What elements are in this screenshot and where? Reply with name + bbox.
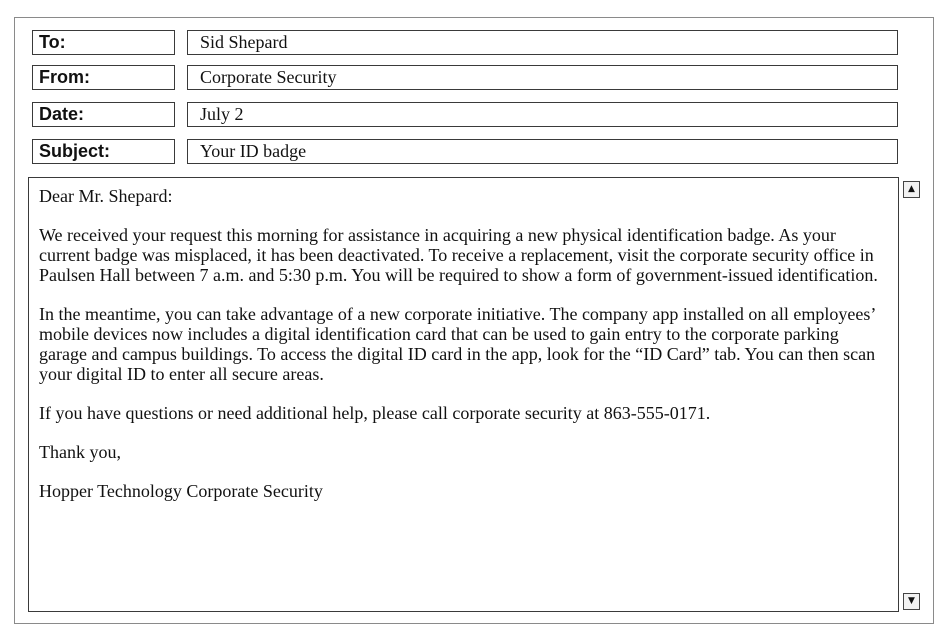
date-label: Date:	[32, 102, 175, 127]
from-field[interactable]: Corporate Security	[187, 65, 898, 90]
date-field[interactable]: July 2	[187, 102, 898, 127]
scroll-down-button[interactable]	[903, 593, 920, 610]
arrow-up-icon: ▲	[908, 184, 915, 194]
message-paragraph: We received your request this morning for assistance in acquiring a new physical identification badge. As your current badge was misplaced, it has been deactivated. To receive a replacement, visit the corporate security office in Paulsen Hall between 7 a.m. and 5:30 p.m. You will be required to show a form of government-issued identification.	[39, 225, 878, 285]
from-label: From:	[32, 65, 175, 90]
message-signature: Hopper Technology Corporate Security	[39, 481, 323, 501]
to-label: To:	[32, 30, 175, 55]
arrow-down-icon: ▼	[908, 596, 915, 606]
message-greeting: Dear Mr. Shepard:	[39, 186, 173, 206]
scroll-up-button[interactable]	[903, 181, 920, 198]
message-body[interactable]	[28, 177, 899, 612]
subject-field[interactable]: Your ID badge	[187, 139, 898, 164]
to-field[interactable]: Sid Shepard	[187, 30, 898, 55]
subject-label: Subject:	[32, 139, 175, 164]
message-closing: Thank you,	[39, 442, 121, 462]
message-paragraph: In the meantime, you can take advantage of a new corporate initiative. The company app installed on all employees’ mobile devices now includes a digital identification card that can be used to gain entry to the corporate parking garage and campus buildings. To access the digital ID card in the app, look for the “ID Card” tab. You can then scan your digital ID to enter all secure areas.	[39, 304, 876, 384]
message-paragraph: If you have questions or need additional help, please call corporate security at 863-555-0171.	[39, 403, 711, 423]
